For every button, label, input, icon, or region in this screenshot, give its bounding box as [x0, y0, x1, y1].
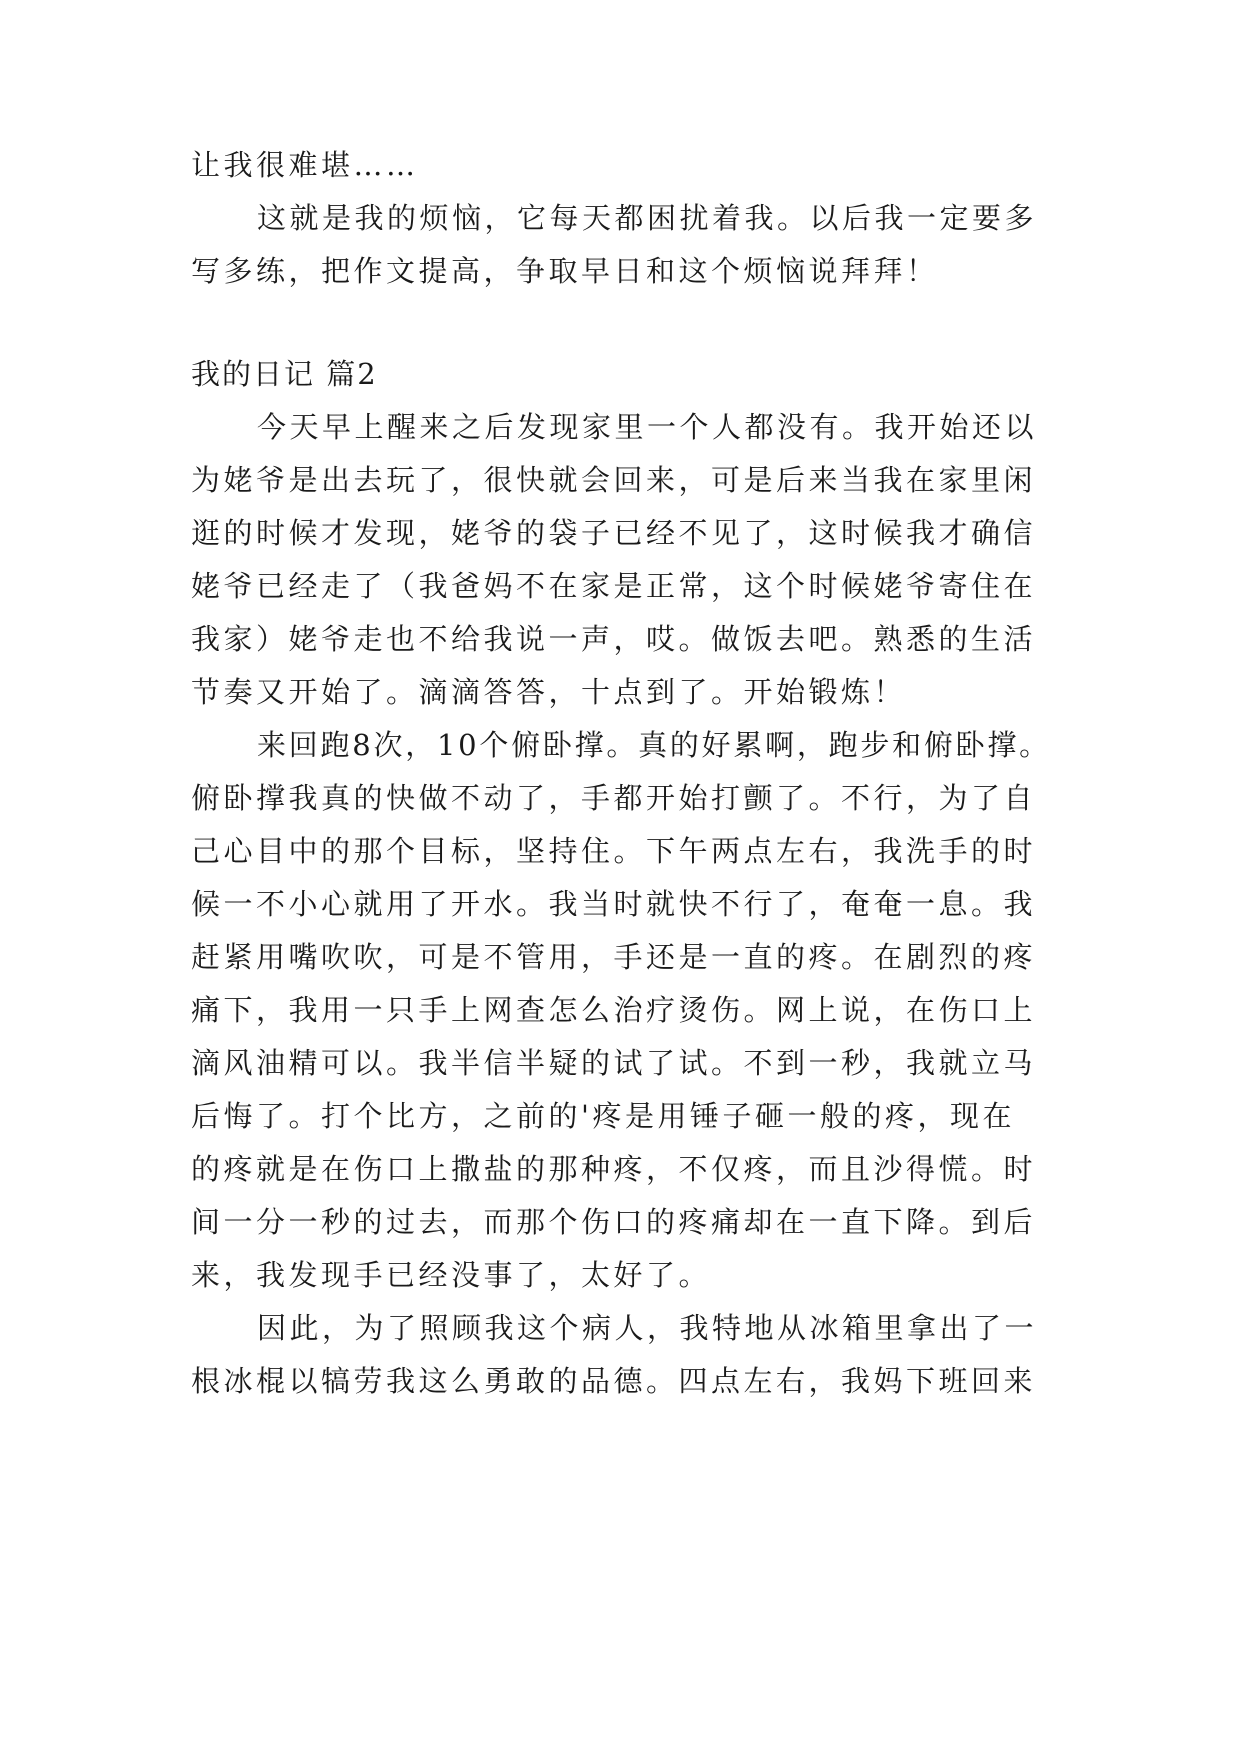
- text-line: 俯卧撑我真的快做不动了，手都开始打颤了。不行，为了自: [191, 781, 1037, 815]
- text-line: 赶紧用嘴吹吹，可是不管用，手还是一直的疼。在剧烈的疼: [191, 940, 1037, 974]
- text-line: 让我很难堪……: [191, 148, 419, 182]
- text-line: 节奏又开始了。滴滴答答，十点到了。开始锻炼！: [191, 675, 907, 709]
- paragraph-first-line: 今天早上醒来之后发现家里一个人都没有。我开始还以: [257, 410, 1038, 444]
- text-line: 姥爷已经走了（我爸妈不在家是正常，这个时候姥爷寄住在: [191, 569, 1037, 603]
- text-line: 候一不小心就用了开水。我当时就快不行了，奄奄一息。我: [191, 887, 1037, 921]
- text-line: 来，我发现手已经没事了，太好了。: [191, 1258, 712, 1292]
- text-line: 写多练，把作文提高，争取早日和这个烦恼说拜拜！: [191, 254, 939, 288]
- text-line: 我家）姥爷走也不给我说一声，哎。做饭去吧。熟悉的生活: [191, 622, 1037, 656]
- text-line: 逛的时候才发现，姥爷的袋子已经不见了，这时候我才确信: [191, 516, 1037, 550]
- text-line: 滴风油精可以。我半信半疑的试了试。不到一秒，我就立马: [191, 1046, 1037, 1080]
- text-line: 根冰棍以犒劳我这么勇敢的品德。四点左右，我妈下班回来: [191, 1364, 1037, 1398]
- text-line: 己心目中的那个目标，坚持住。下午两点左右，我洗手的时: [191, 834, 1037, 868]
- text-line: 痛下，我用一只手上网查怎么治疗烫伤。网上说，在伤口上: [191, 993, 1037, 1027]
- text-line: 的疼就是在伤口上撒盐的那种疼，不仅疼，而且沙得慌。时: [191, 1152, 1037, 1186]
- section-heading: 我的日记 篇2: [191, 357, 378, 391]
- text-line: 后悔了。打个比方，之前的'疼是用锤子砸一般的疼，现在: [191, 1099, 1015, 1133]
- paragraph-first-line: 因此，为了照顾我这个病人，我特地从冰箱里拿出了一: [257, 1311, 1038, 1345]
- paragraph-first-line: 这就是我的烦恼，它每天都困扰着我。以后我一定要多: [257, 201, 1038, 235]
- text-line: 间一分一秒的过去，而那个伤口的疼痛却在一直下降。到后: [191, 1205, 1037, 1239]
- text-line: 为姥爷是出去玩了，很快就会回来，可是后来当我在家里闲: [191, 463, 1037, 497]
- paragraph-first-line: 来回跑8次，10个俯卧撑。真的好累啊，跑步和俯卧撑。: [257, 728, 1051, 762]
